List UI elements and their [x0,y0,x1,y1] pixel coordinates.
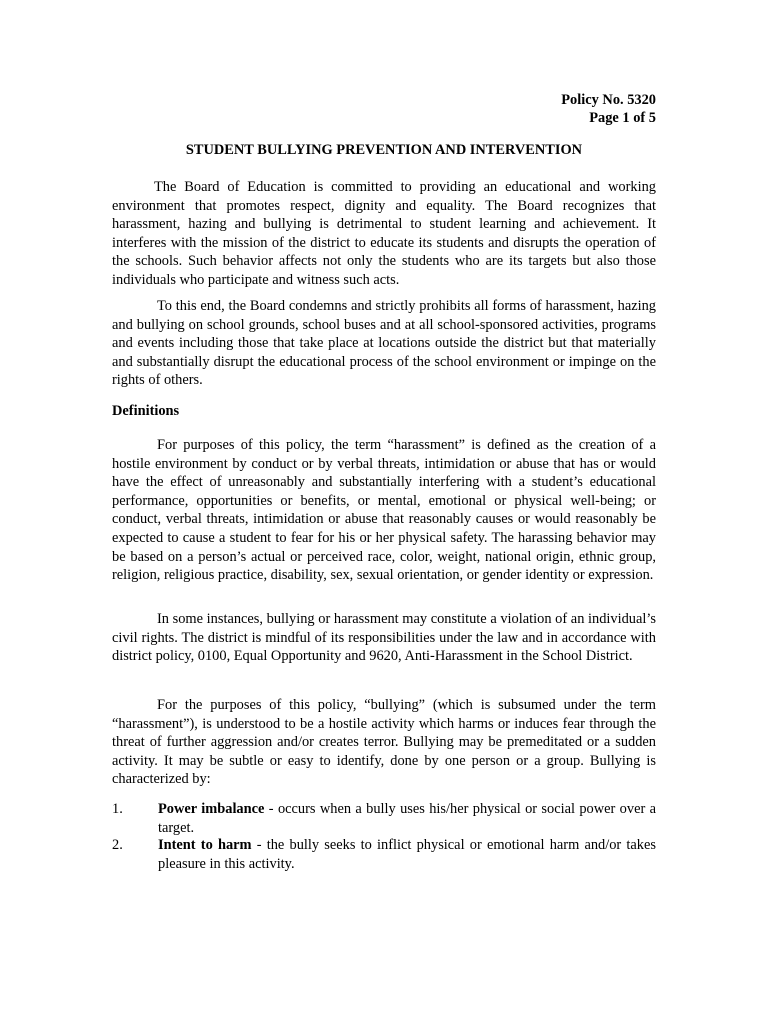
policy-number: Policy No. 5320 [561,92,656,108]
bullying-definition-paragraph: For the purposes of this policy, “bullying” (which is subsumed under the term “harassment”), is understood to be a hostile activity which harms or induces fear through the threat of further aggression and/or creates terror. Bullying may be premeditated or a sudden activity. It may be subtle or easy to identify, done by one person or a group. Bullying is characterized by: [112,697,656,788]
list-term: Power imbalance [158,801,265,817]
list-number: 1. [112,801,123,817]
list-number: 2. [112,837,123,853]
document-title: STUDENT BULLYING PREVENTION AND INTERVENTION [185,142,583,158]
list-term: Intent to harm [158,837,252,853]
list-text: - occurs when a bully uses his/her physical or social power over a target. [158,801,657,836]
page-indicator: Page 1 of 5 [589,110,656,126]
list-item-body [158,836,656,873]
prohibition-paragraph: To this end, the Board condemns and strictly prohibits all forms of harassment, hazing and bullying on school grounds, school buses and at all school-sponsored activities, programs and events including those that take place at locations outside the district but that materially and substantially disrupt the educational process of the school environment or impinge on the rights of others. [112,298,656,389]
harassment-definition-paragraph: For purposes of this policy, the term “harassment” is defined as the creation of a hostile environment by conduct or by verbal threats, intimidation or abuse that has or would have the effect of unreasonably and substantially interfering with a student’s educational performance, opportunities or benefits, or mental, emotional or physical well-being; or conduct, verbal threats, intimidation or abuse that reasonably causes or would reasonably be expected to cause a student to fear for his or her physical safety. The harassing behavior may be based on a person’s actual or perceived race, color, weight, national origin, ethnic group, religion, religious practice, disability, sex, sexual orientation, or gender identity or expression. [112,437,656,584]
civil-rights-paragraph: In some instances, bullying or harassment may constitute a violation of an individual’s civil rights. The district is mindful of its responsibilities under the law and in accordance with district policy, 0100, Equal Opportunity and 9620, Anti-Harassment in the School District. [112,611,656,665]
list-text: - the bully seeks to inflict physical or emotional harm and/or takes pleasure in this activity. [158,837,656,872]
intro-paragraph: The Board of Education is committed to providing an educational and working environment that promotes respect, dignity and equality. The Board recognizes that harassment, hazing and bullying is detrimental to student learning and achievement. It interferes with the mission of the district to educate its students and disrupts the operation of the schools. Such behavior affects not only the students who are its targets but also those individuals who participate and witness such acts. [112,179,656,288]
definitions-heading: Definitions [112,403,180,419]
list-item-body [158,800,656,837]
policy-header [561,91,656,127]
